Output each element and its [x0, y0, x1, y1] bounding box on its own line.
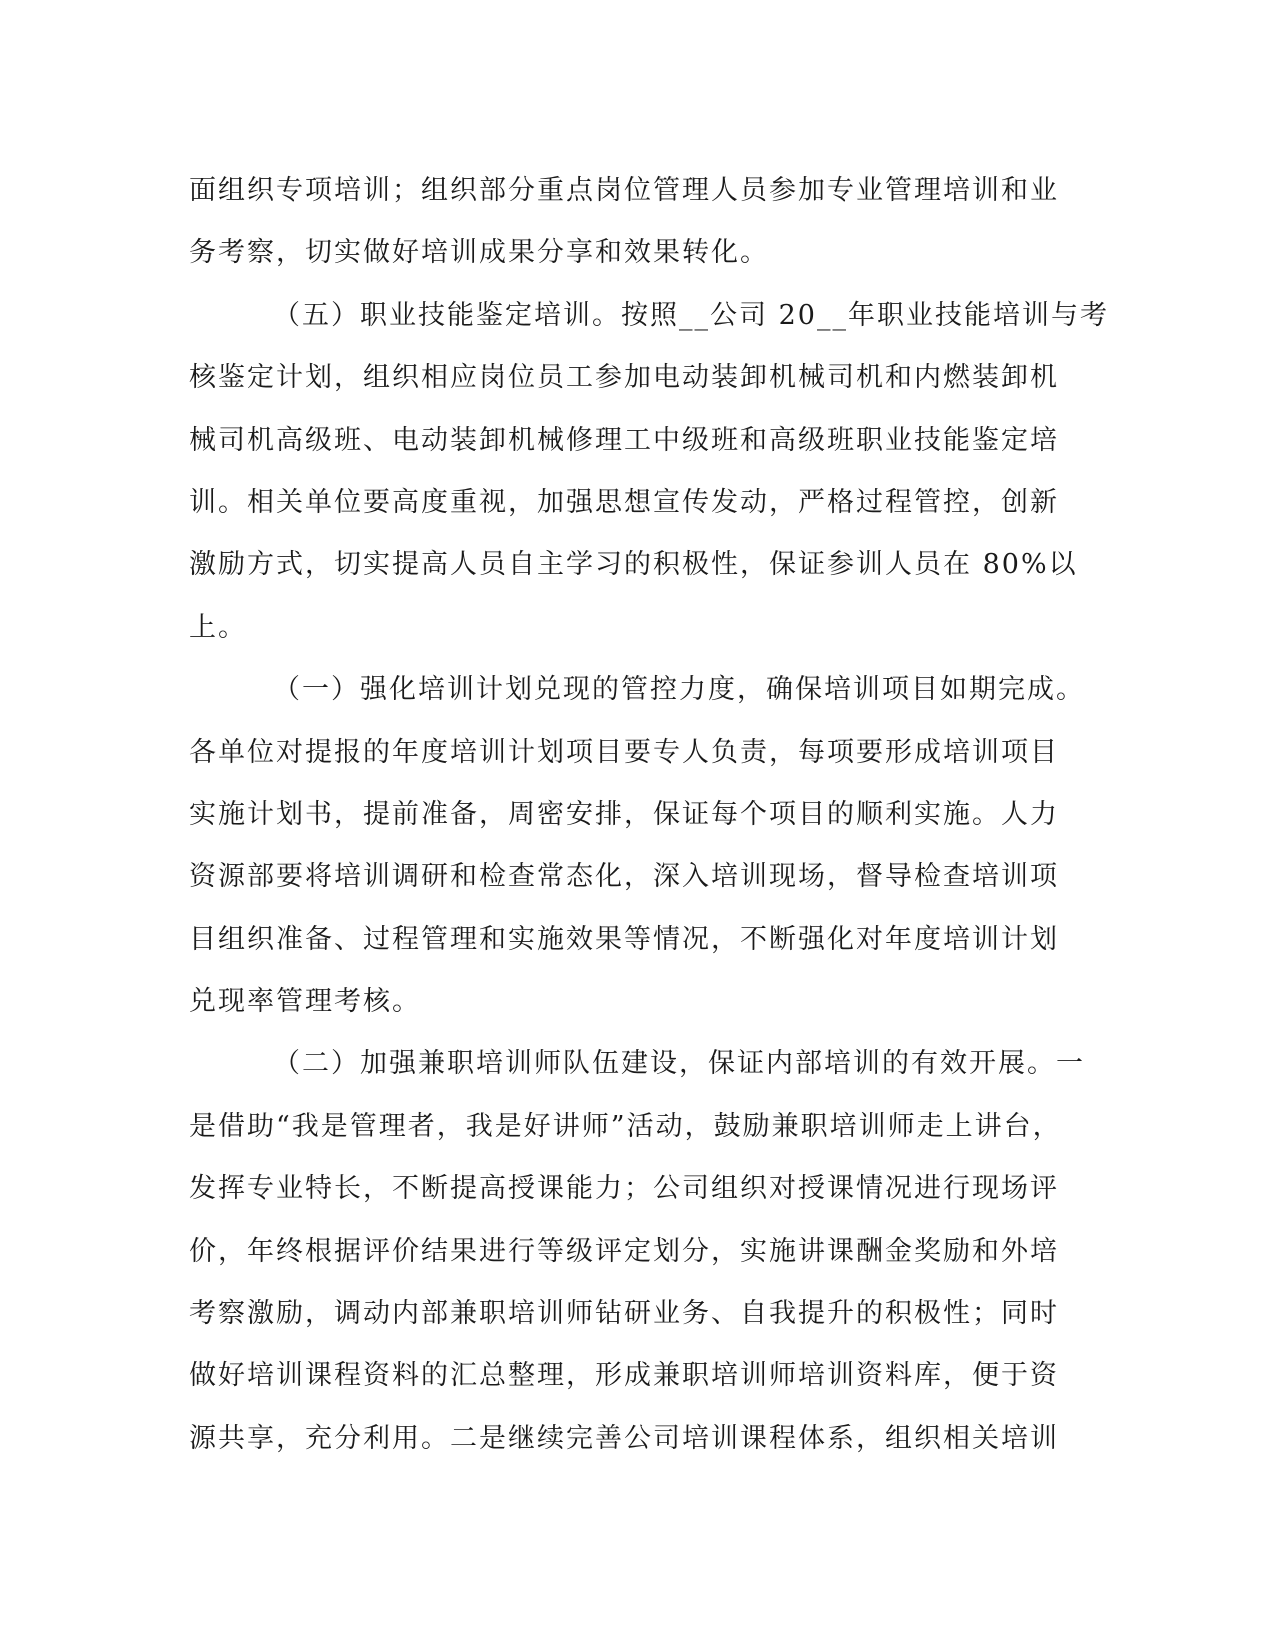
text-line: 激励方式，切实提高人员自主学习的积极性，保证参训人员在 80%以: [189, 549, 1078, 581]
text-line: 务考察，切实做好培训成果分享和效果转化。: [189, 237, 769, 269]
text-line: 核鉴定计划，组织相应岗位员工参加电动装卸机械司机和内燃装卸机: [189, 362, 1059, 394]
text-line: 训。相关单位要高度重视，加强思想宣传发动，严格过程管控，创新: [189, 486, 1059, 518]
text-line: 资源部要将培训调研和检查常态化，深入培训现场，督导检查培训项: [189, 861, 1059, 893]
text-line: 目组织准备、过程管理和实施效果等情况，不断强化对年度培训计划: [189, 923, 1059, 955]
text-line: 上。: [189, 611, 247, 643]
body-text: [189, 160, 1109, 1470]
text-line: 面组织专项培训；组织部分重点岗位管理人员参加专业管理培训和业: [189, 175, 1059, 206]
paragraph-start-line: （一）强化培训计划兑现的管控力度，确保培训项目如期完成。: [273, 674, 1085, 706]
text-line: 做好培训课程资料的汇总整理，形成兼职培训师培训资料库，便于资: [189, 1360, 1059, 1392]
text-line: 械司机高级班、电动装卸机械修理工中级班和高级班职业技能鉴定培: [189, 424, 1059, 456]
text-line: 各单位对提报的年度培训计划项目要专人负责，每项要形成培训项目: [189, 736, 1059, 768]
text-line: 实施计划书，提前准备，周密安排，保证每个项目的顺利实施。人力: [189, 798, 1059, 830]
text-line: 考察激励，调动内部兼职培训师钻研业务、自我提升的积极性；同时: [189, 1298, 1059, 1330]
text-line: 价，年终根据评价结果进行等级评定划分，实施讲课酬金奖励和外培: [189, 1235, 1059, 1267]
text-line: 源共享，充分利用。二是继续完善公司培训课程体系，组织相关培训: [189, 1422, 1059, 1454]
text-line: 兑现率管理考核。: [189, 986, 421, 1018]
text-line: 发挥专业特长，不断提高授课能力；公司组织对授课情况进行现场评: [189, 1173, 1059, 1205]
text-line: 是借助“我是管理者，我是好讲师”活动，鼓励兼职培训师走上讲台，: [189, 1110, 1062, 1142]
paragraph-start-line: （二）加强兼职培训师队伍建设，保证内部培训的有效开展。一: [273, 1048, 1085, 1080]
paragraph-start-line: （五）职业技能鉴定培训。按照__公司 20__年职业技能培训与考: [273, 299, 1109, 331]
